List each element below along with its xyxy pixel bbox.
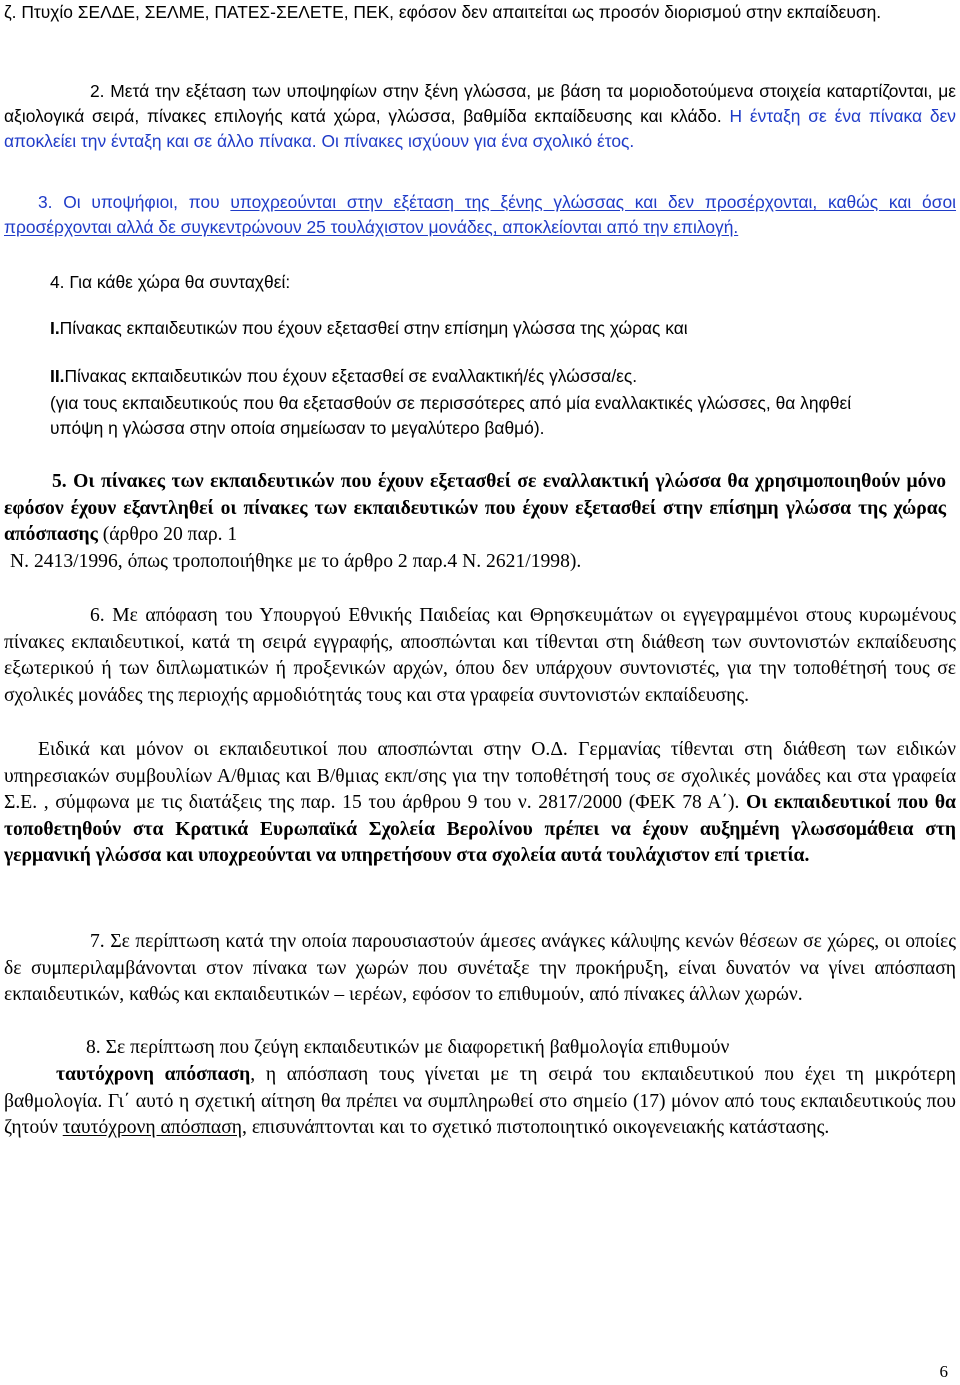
paragraph-6: 6. Με απόφαση του Υπουργού Εθνικής Παιδείας και Θρησκευμάτων οι εγγεγραμμένοι στους κυρωμένους πίνακες εκπαιδευτικοί, κατά τη σειρά εγγραφής, αποσπώνται και τίθενται στη διάθεση των συντονιστών εκπαίδευσης εξωτερικού ή των διπλωματικών ή προξενικών αρχών, όπου δεν υπάρχουν συντονιστές, για την τοποθέτησή τους σε σχολικές μονάδες της περιοχής αρμοδιότητάς τους και στα γραφεία συντονιστών εκπαίδευσης. [4,605,956,706]
paragraph-6b [4,737,956,870]
list-item-II-text: Πίνακας εκπαιδευτικών που έχουν εξετασθεί σε εναλλακτική/ές γλώσσα/ες. [64,366,638,386]
item-zeta: ζ. Πτυχίο ΣΕΛΔΕ, ΣΕΛΜΕ, ΠΑΤΕΣ-ΣΕΛΕΤΕ, ΠΕΚ, εφόσον δεν απαιτείται ως προσόν διορισμού στην εκπαίδευση. [4,2,882,22]
paragraph-5-ref: (άρθρο 20 παρ. 1 [97,524,238,545]
paragraph-8-end: , επισυνάπτονται και το σχετικό πιστοποιητικό οικογενειακής κατάστασης. [242,1117,830,1138]
paragraph-5-bold: 5. Οι πίνακες των εκπαιδευτικών που έχουν εξετασθεί σε εναλλακτική γλώσσα θα χρησιμοποιηθούν μόνο εφόσον έχουν εξαντληθεί οι πίνακες των εκπαιδευτικών που έχουν εξετασθεί στην επίσημη γλώσσα της χώρας απόσπασης [4,471,946,545]
list-item-I-text: Πίνακας εκπαιδευτικών που έχουν εξετασθεί στην επίσημη γλώσσα της χώρας και [59,318,688,338]
paragraph-8-line1: 8. Σε περίπτωση που ζεύγη εκπαιδευτικών με διαφορετική βαθμολογία επιθυμούν [86,1037,730,1058]
list-item-I-number: I. [50,318,60,338]
paragraph-3-lead: 3. Οι υποψήφιοι, που [38,192,231,212]
paragraph-6b-text: Ειδικά και μόνον οι εκπαιδευτικοί που αποσπώνται στην Ο.Δ. Γερμανίας τίθενται στη διάθεση των ειδικών υπηρεσιακών συμβουλίων Α/θμιας και Β/θμιας εκπ/σης για την τοποθέτησή τους σε σχολικές μονάδες και στα γραφεία Σ.Ε. , σύμφωνα με τις διατάξεις της παρ. 15 του άρθρου 9 του ν. 2817/2000 (ΦΕΚ 78 Α΄). [4,739,956,813]
paragraph-3-underlined: υποχρεούνται στην εξέταση της ξένης γλώσσας και δεν προσέρχονται, καθώς και όσοι προσέρχονται αλλά δε συγκεντρώνουν 25 τουλάχιστον μονάδες, αποκλείονται από την επιλογή. [4,192,957,237]
paragraph-4: 4. Για κάθε χώρα θα συνταχθεί: [50,272,291,292]
paragraph-2-highlight: Η ένταξη σε ένα πίνακα δεν αποκλείει την ένταξη και σε άλλο πίνακα. Οι πίνακες ισχύουν για ένα σχολικό έτος. [4,106,956,151]
page-number: 6 [939,1362,948,1381]
paragraph-8-text: , η απόσπαση τους γίνεται με τη σειρά του εκπαιδευτικού που έχει τη μικρότερη βαθμολογία. Γι΄ αυτό η σχετική αίτηση θα πρέπει να συμπληρωθεί στο σημείο (17) μόνον από τους εκπαιδευτικούς που ζητούν [4,1064,957,1138]
list-item-II-number: II. [50,366,65,386]
paragraph-6b-bold: Οι εκπαιδευτικοί που θα τοποθετηθούν στα Κρατικά Ευρωπαϊκά Σχολεία Βερολίνου πρέπει να έχουν αυξημένη γλωσσομάθεια στη γερμανική γλώσσα και υποχρεούνται να υπηρετήσουν στα σχολεία αυτά τουλάχιστον επί τριετία. [4,792,956,866]
paragraph-2-text: 2. Μετά την εξέταση των υποψηφίων στην ξένη γλώσσα, με βάση τα μοριοδοτούμενα στοιχεία καταρτίζονται, με αξιολογικά σειρά, πίνακες επιλογής κατά χώρα, γλώσσα, βαθμίδα εκπαίδευσης και κλάδο. [4,81,956,126]
paragraph-8-bold: ταυτόχρονη απόσπαση [56,1064,251,1085]
paragraph-8 [4,1062,956,1142]
paragraph-8-underlined: ταυτόχρονη απόσπαση [62,1117,243,1138]
paragraph-5-line2: Ν. 2413/1996, όπως τροποποιήθηκε με το άρθρο 2 παρ.4 Ν. 2621/1998). [10,551,582,572]
paragraph-2 [4,79,956,154]
paragraph-5 [4,469,946,549]
list-note: (για τους εκπαιδευτικούς που θα εξετασθούν σε περισσότερες από μία εναλλακτικές γλώσσες, θα ληφθεί υπόψη η γλώσσα στην οποία σημείωσαν το μεγαλύτερο βαθμό). [50,393,852,438]
paragraph-7: 7. Σε περίπτωση κατά την οποία παρουσιαστούν άμεσες ανάγκες κάλυψης κενών θέσεων σε χώρες, οι οποίες δε συμπεριλαμβάνονται στον πίνακα των χωρών που συνέταξε την προκήρυξη, είναι δυνατόν να γίνει απόσπαση εκπαιδευτικών, καθώς και εκπαιδευτικών – ιερέων, εφόσον το επιθυμούν, από πίνακες άλλων χωρών. [4,931,956,1005]
list-item-II [50,364,950,389]
list-item-I [50,316,950,341]
paragraph-3 [4,190,956,240]
